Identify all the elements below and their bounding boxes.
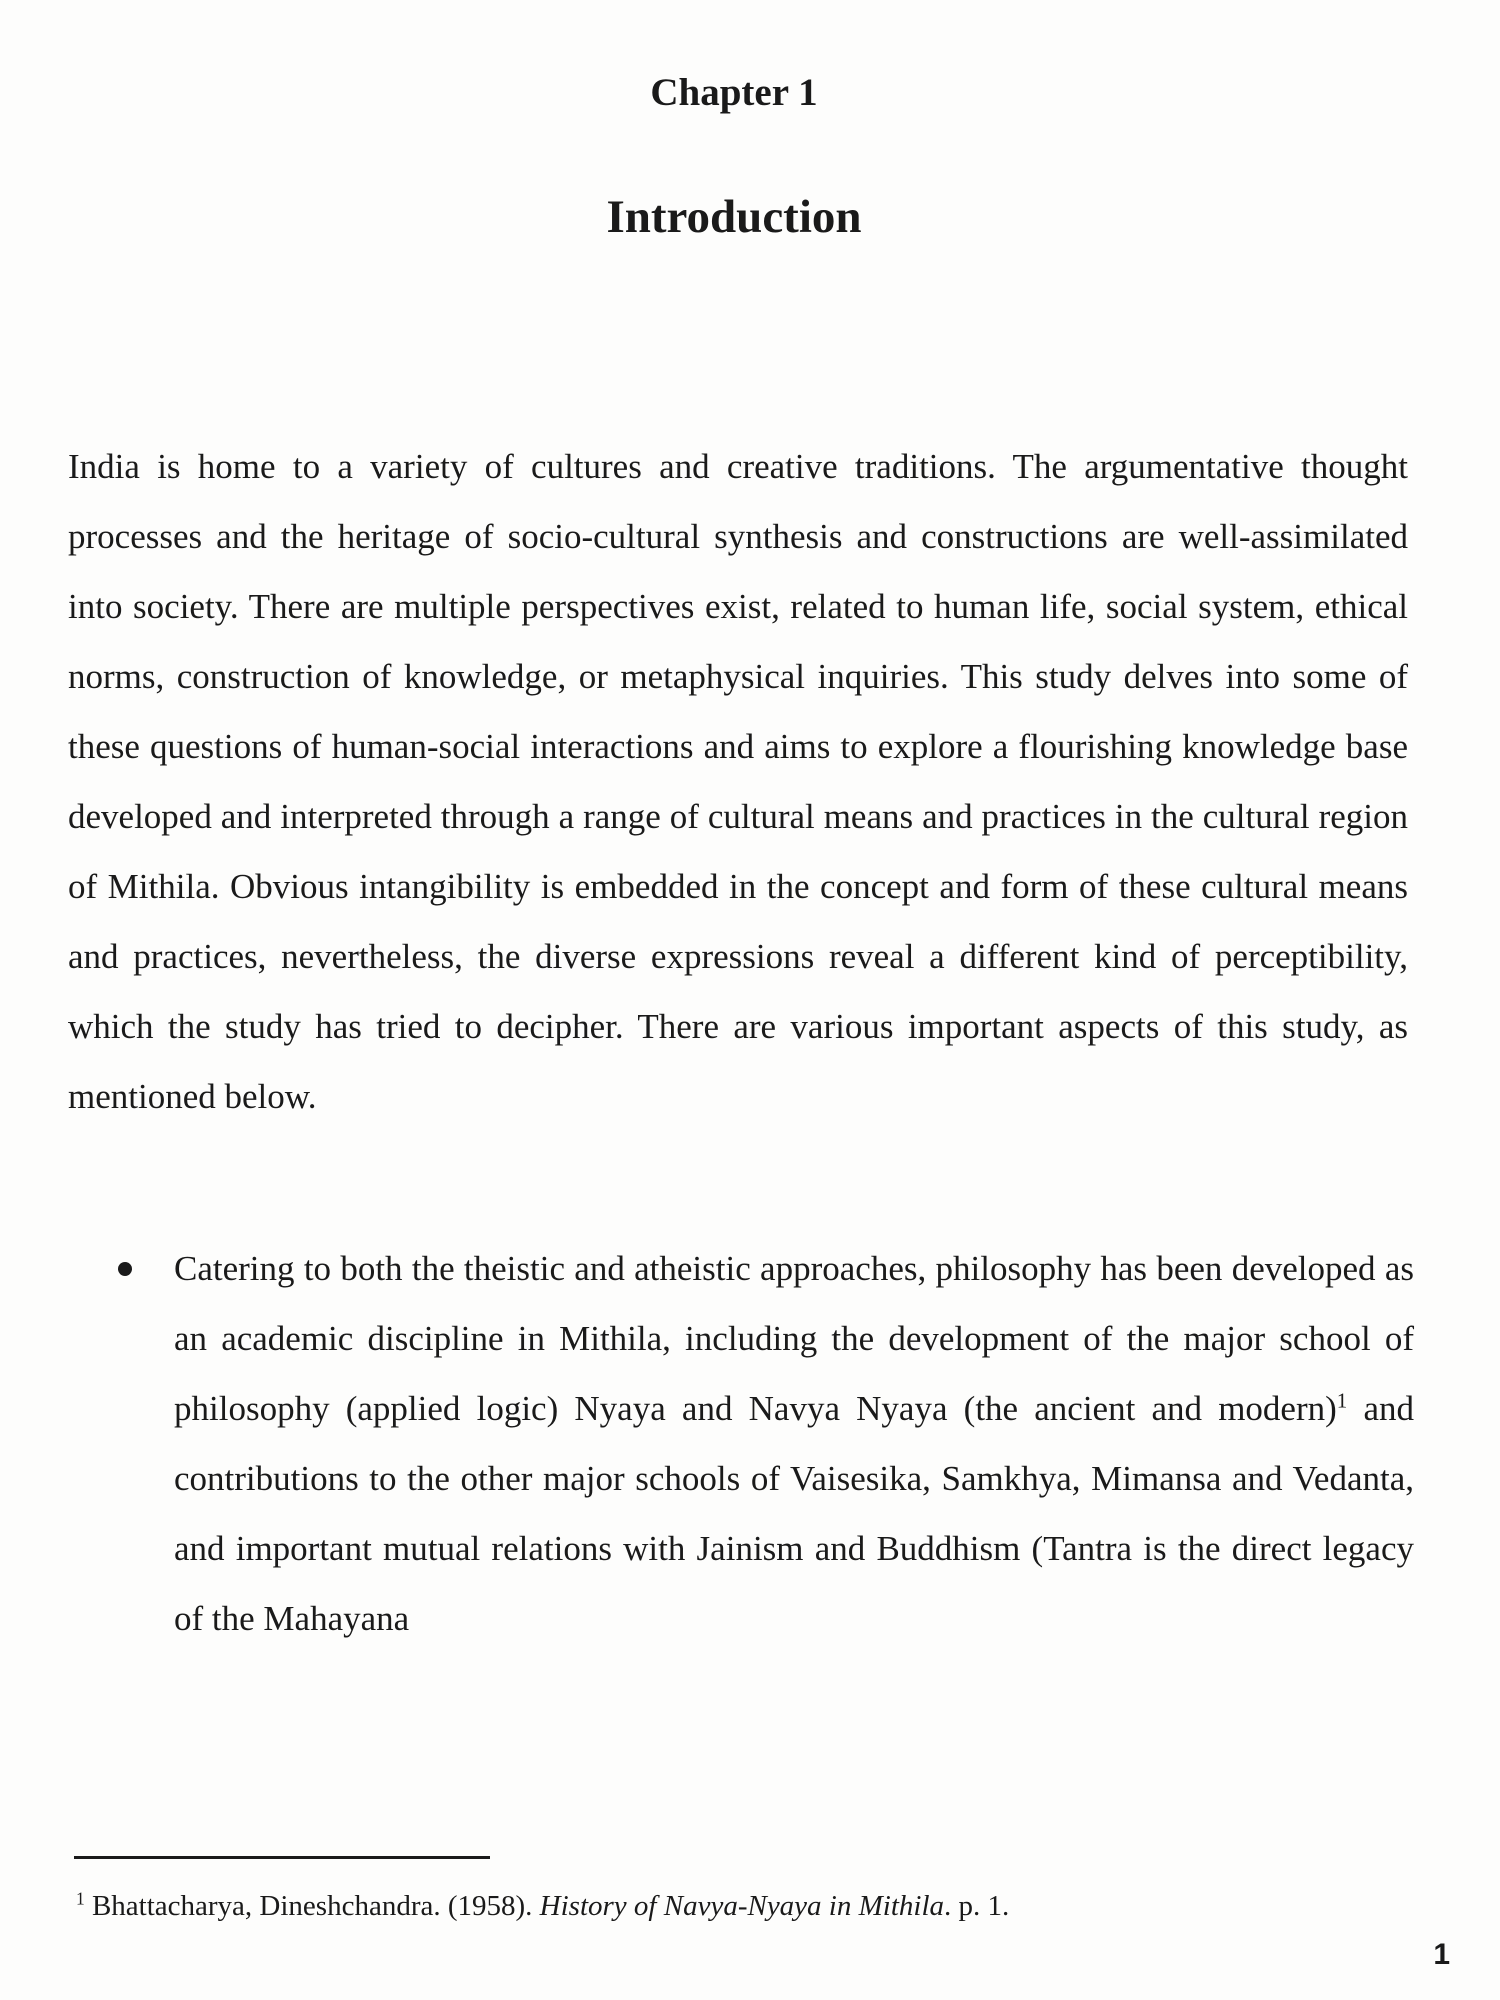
footnote-page-ref: . p. 1. bbox=[944, 1890, 1010, 1922]
chapter-label: Chapter 1 bbox=[650, 71, 818, 114]
bullet-list-item bbox=[118, 1234, 1414, 1654]
page-number: 1 bbox=[1433, 1938, 1450, 1971]
footnote-separator bbox=[74, 1856, 490, 1859]
intro-paragraph: India is home to a variety of cultures and creative traditions. The argumentative thought processes and the heritage of socio-cultural synthesis and constructions are well-assimilated into society. There are multiple perspectives exist, related to human life, social system, ethical norms, construction of knowledge, or metaphysical inquiries. This study delves into some of these questions of human-social interactions and aims to explore a flourishing knowledge base developed and interpreted through a range of cultural means and practices in the cultural region of Mithila. Obvious intangibility is embedded in the concept and form of these cultural means and practices, nevertheless, the diverse expressions reveal a different kind of perceptibility, which the study has tried to decipher. There are various important aspects of this study, as mentioned below. bbox=[68, 447, 1408, 1116]
footnote bbox=[76, 1890, 1009, 1923]
footnote-work-title: History of Navya-Nyaya in Mithila bbox=[539, 1890, 945, 1922]
bullet-text bbox=[174, 1234, 1414, 1654]
footnote-reference-mark[interactable]: 1 bbox=[1336, 1388, 1348, 1413]
chapter-title: Introduction bbox=[606, 191, 862, 243]
bullet-dot-icon bbox=[118, 1262, 132, 1276]
bullet-text-part-1: Catering to both the theistic and atheistic approaches, philosophy has been developed as an academic discipline in Mithila, including the development of the major school of philosophy (applied logic) Nyaya and Navya Nyaya (the ancient and modern) bbox=[174, 1249, 1414, 1428]
footnote-number: 1 bbox=[76, 1888, 85, 1909]
bullet-text-part-2: and contributions to the other major schools of Vaisesika, Samkhya, Mimansa and Vedanta, and important mutual relations with Jainism and Buddhism (Tantra is the direct legacy of the Mahayana bbox=[174, 1389, 1414, 1638]
footnote-author-year: Bhattacharya, Dineshchandra. (1958). bbox=[84, 1890, 540, 1922]
